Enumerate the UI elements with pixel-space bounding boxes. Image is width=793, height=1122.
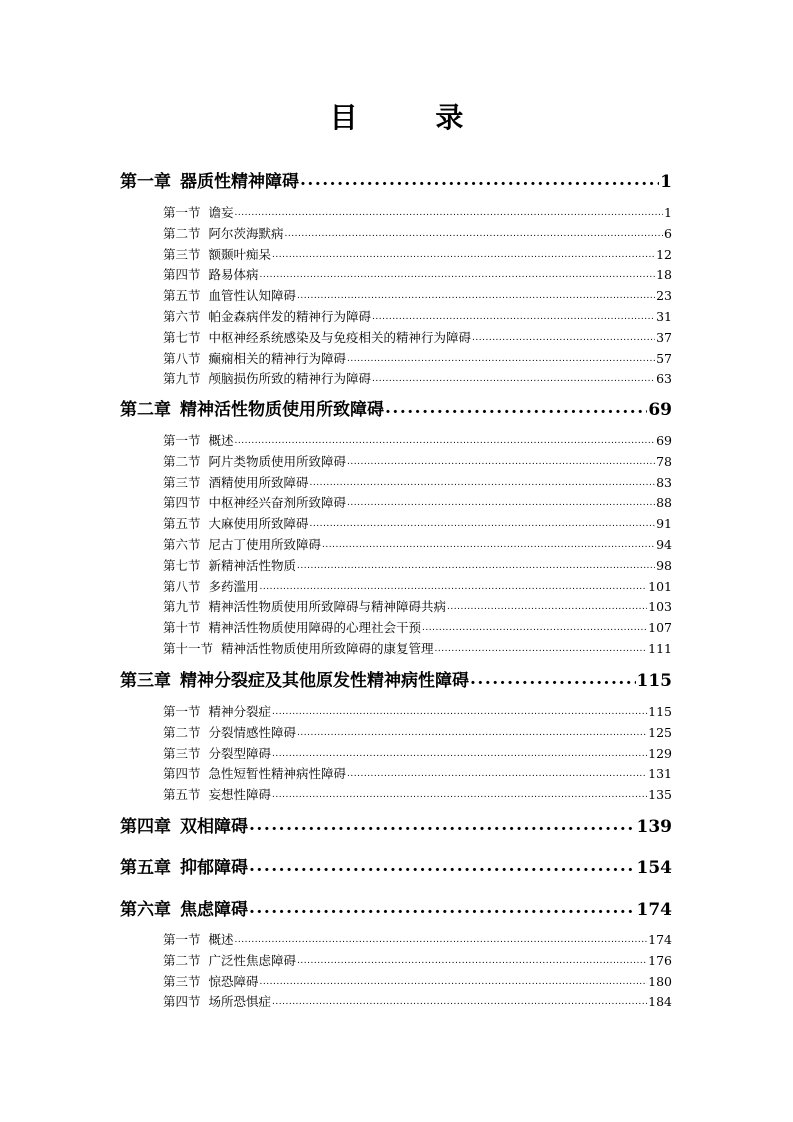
section-number: 第四节 xyxy=(163,994,201,1010)
dot-leader xyxy=(272,785,647,805)
chapter-number: 第四章 xyxy=(120,817,171,837)
section-number: 第二节 xyxy=(163,225,201,241)
toc-section-entry[interactable] xyxy=(163,764,672,784)
dot-leader xyxy=(297,286,655,306)
section-page-number: 180 xyxy=(648,973,672,989)
section-number: 第五节 xyxy=(163,516,201,532)
section-title: 酒精使用所致障碍 xyxy=(208,474,309,490)
dot-leader xyxy=(347,493,655,513)
section-page-number: 83 xyxy=(656,474,672,490)
section-page-number: 174 xyxy=(648,932,672,947)
section-title: 尼古丁使用所致障碍 xyxy=(208,537,322,552)
section-title: 阿片类物质使用所致障碍 xyxy=(208,453,347,469)
section-page-number: 101 xyxy=(648,578,672,594)
chapter-number: 第六章 xyxy=(120,900,171,920)
section-number: 第四节 xyxy=(163,766,201,782)
page-title: 目 录 xyxy=(329,101,498,134)
toc-chapter-entry[interactable] xyxy=(120,398,672,422)
dot-leader xyxy=(447,597,647,617)
section-page-number: 63 xyxy=(656,371,672,387)
section-page-number: 18 xyxy=(656,267,672,283)
toc-section-entry[interactable] xyxy=(163,972,672,992)
toc-section-entry[interactable] xyxy=(163,930,672,950)
section-title: 惊恐障碍 xyxy=(208,973,259,989)
toc-section-entry[interactable] xyxy=(163,951,672,971)
section-title: 中枢神经系统感染及与免疫相关的精神行为障碍 xyxy=(208,329,472,345)
toc-chapter-entry[interactable] xyxy=(120,669,672,693)
dot-leader xyxy=(249,856,636,878)
section-title: 血管性认知障碍 xyxy=(208,288,297,304)
section-title: 大麻使用所致障碍 xyxy=(208,516,309,532)
section-page-number: 37 xyxy=(656,329,672,345)
section-number: 第三节 xyxy=(163,246,201,262)
section-page-number: 135 xyxy=(648,787,672,803)
dot-leader xyxy=(372,307,655,327)
section-page-number: 115 xyxy=(648,704,672,719)
section-number: 第三节 xyxy=(163,745,201,761)
chapter-title: 精神分裂症及其他原发性精神病性障碍 xyxy=(180,671,469,691)
section-number: 第一节 xyxy=(163,704,201,719)
section-page-number: 94 xyxy=(656,537,672,552)
section-page-number: 184 xyxy=(648,994,672,1010)
section-page-number: 103 xyxy=(648,599,672,615)
section-page-number: 78 xyxy=(656,453,672,469)
dot-leader xyxy=(272,702,647,722)
toc-section-entry[interactable] xyxy=(163,618,672,638)
section-page-number: 1 xyxy=(664,205,672,220)
section-title: 颅脑损伤所致的精神行为障碍 xyxy=(208,371,372,387)
section-title: 妄想性障碍 xyxy=(208,787,272,803)
toc-section-entry[interactable] xyxy=(163,535,672,555)
chapter-number: 第二章 xyxy=(120,400,171,420)
section-number: 第一节 xyxy=(163,433,201,448)
dot-leader xyxy=(272,245,655,265)
toc-section-entry[interactable] xyxy=(163,577,672,597)
section-title: 分裂情感性障碍 xyxy=(208,724,297,740)
dot-leader xyxy=(297,723,647,743)
section-number: 第一节 xyxy=(163,205,201,220)
toc-section-entry[interactable] xyxy=(163,369,672,389)
dot-leader xyxy=(470,669,636,691)
section-title: 路易体病 xyxy=(208,267,259,283)
dot-leader xyxy=(272,744,647,764)
section-page-number: 12 xyxy=(656,246,672,262)
section-title: 概述 xyxy=(208,932,234,947)
section-title: 癫痫相关的精神行为障碍 xyxy=(208,350,347,366)
section-number: 第二节 xyxy=(163,952,201,968)
section-page-number: 111 xyxy=(648,641,672,656)
dot-leader xyxy=(472,328,655,348)
toc-section-entry[interactable] xyxy=(163,702,672,722)
section-page-number: 125 xyxy=(648,724,672,740)
section-number: 第三节 xyxy=(163,474,201,490)
chapter-number: 第一章 xyxy=(120,172,171,192)
chapter-number: 第三章 xyxy=(120,671,171,691)
section-number: 第七节 xyxy=(163,329,201,345)
dot-leader xyxy=(235,431,656,451)
section-number: 第八节 xyxy=(163,350,201,366)
dot-leader xyxy=(322,535,655,555)
section-number: 第一节 xyxy=(163,932,201,947)
dot-leader xyxy=(372,369,655,389)
section-number: 第九节 xyxy=(163,599,201,615)
chapter-page-number: 139 xyxy=(636,817,672,837)
dot-leader xyxy=(235,203,664,223)
toc-section-entry[interactable] xyxy=(163,493,672,513)
dot-leader xyxy=(385,398,647,420)
section-number: 第七节 xyxy=(163,557,201,573)
section-page-number: 129 xyxy=(648,745,672,761)
section-page-number: 176 xyxy=(648,952,672,968)
dot-leader xyxy=(435,639,648,659)
dot-leader xyxy=(297,951,647,971)
toc-section-entry[interactable] xyxy=(163,431,672,451)
toc-section-entry[interactable] xyxy=(163,286,672,306)
section-number: 第二节 xyxy=(163,453,201,469)
section-title: 场所恐惧症 xyxy=(208,994,272,1010)
section-page-number: 107 xyxy=(648,620,672,636)
section-title: 精神分裂症 xyxy=(208,704,272,719)
section-page-number: 88 xyxy=(656,495,672,511)
toc-chapter-entry[interactable] xyxy=(120,170,672,194)
section-number: 第八节 xyxy=(163,578,201,594)
toc-section-entry[interactable] xyxy=(163,452,672,472)
section-number: 第四节 xyxy=(163,267,201,283)
section-page-number: 31 xyxy=(656,309,672,324)
toc-section-entry[interactable] xyxy=(163,307,672,327)
section-page-number: 98 xyxy=(656,557,672,573)
dot-leader xyxy=(297,556,655,576)
dot-leader xyxy=(310,514,656,534)
toc-section-entry[interactable] xyxy=(163,349,672,369)
toc-section-entry[interactable] xyxy=(163,473,672,493)
toc-section-entry[interactable] xyxy=(163,265,672,285)
dot-leader xyxy=(260,972,648,992)
section-title: 分裂型障碍 xyxy=(208,745,272,761)
dot-leader xyxy=(422,618,647,638)
toc-section-entry[interactable] xyxy=(163,992,672,1012)
section-title: 中枢神经兴奋剂所致障碍 xyxy=(208,495,347,511)
toc-section-entry[interactable] xyxy=(163,245,672,265)
section-title: 精神活性物质使用障碍的心理社会干预 xyxy=(208,620,422,636)
toc-section-entry[interactable] xyxy=(163,639,672,659)
chapter-page-number: 69 xyxy=(648,400,672,420)
section-number: 第三节 xyxy=(163,973,201,989)
section-title: 精神活性物质使用所致障碍的康复管理 xyxy=(221,641,434,656)
toc-section-entry[interactable] xyxy=(163,556,672,576)
section-page-number: 91 xyxy=(656,516,672,532)
section-page-number: 57 xyxy=(656,350,672,366)
dot-leader xyxy=(260,265,656,285)
section-title: 谵妄 xyxy=(208,205,234,220)
chapter-page-number: 174 xyxy=(636,900,672,920)
section-number: 第五节 xyxy=(163,787,201,803)
section-number: 第六节 xyxy=(163,309,201,324)
dot-leader xyxy=(347,764,647,784)
toc-section-entry[interactable] xyxy=(163,203,672,223)
chapter-page-number: 1 xyxy=(660,172,672,192)
section-number: 第六节 xyxy=(163,537,201,552)
section-title: 广泛性焦虑障碍 xyxy=(208,952,297,968)
section-title: 概述 xyxy=(208,433,234,448)
dot-leader xyxy=(249,898,636,920)
chapter-title: 器质性精神障碍 xyxy=(180,172,299,192)
chapter-title: 抑郁障碍 xyxy=(180,858,248,878)
section-page-number: 6 xyxy=(664,225,672,241)
dot-leader xyxy=(285,224,664,244)
section-number: 第十一节 xyxy=(163,641,214,656)
dot-leader xyxy=(260,577,648,597)
section-title: 额颞叶痴呆 xyxy=(208,246,272,262)
section-page-number: 23 xyxy=(656,288,672,304)
section-title: 精神活性物质使用所致障碍与精神障碍共病 xyxy=(208,599,447,615)
toc-chapter-entry[interactable] xyxy=(120,898,672,922)
chapter-page-number: 154 xyxy=(636,858,672,878)
dot-leader xyxy=(300,170,659,192)
toc-chapter-entry[interactable] xyxy=(120,815,672,839)
toc-chapter-entry[interactable] xyxy=(120,856,672,880)
toc-section-entry[interactable] xyxy=(163,597,672,617)
dot-leader xyxy=(347,452,655,472)
section-page-number: 69 xyxy=(656,433,672,448)
section-page-number: 131 xyxy=(648,766,672,782)
toc-section-entry[interactable] xyxy=(163,224,672,244)
section-title: 帕金森病伴发的精神行为障碍 xyxy=(208,309,372,324)
section-number: 第五节 xyxy=(163,288,201,304)
section-number: 第二节 xyxy=(163,724,201,740)
section-title: 新精神活性物质 xyxy=(208,557,297,573)
section-number: 第十节 xyxy=(163,620,201,636)
dot-leader xyxy=(272,992,647,1012)
dot-leader xyxy=(235,930,648,950)
chapter-number: 第五章 xyxy=(120,858,171,878)
section-title: 急性短暂性精神病性障碍 xyxy=(208,766,347,782)
chapter-title: 焦虑障碍 xyxy=(180,900,248,920)
toc-section-entry[interactable] xyxy=(163,744,672,764)
toc-section-entry[interactable] xyxy=(163,785,672,805)
chapter-title: 双相障碍 xyxy=(180,817,248,837)
section-number: 第四节 xyxy=(163,495,201,511)
toc-section-entry[interactable] xyxy=(163,514,672,534)
section-title: 阿尔茨海默病 xyxy=(208,225,284,241)
section-number: 第九节 xyxy=(163,371,201,387)
toc-section-entry[interactable] xyxy=(163,328,672,348)
dot-leader xyxy=(310,473,656,493)
dot-leader xyxy=(249,815,636,837)
chapter-page-number: 115 xyxy=(636,671,672,691)
dot-leader xyxy=(347,349,655,369)
chapter-title: 精神活性物质使用所致障碍 xyxy=(180,400,384,420)
section-title: 多药滥用 xyxy=(208,578,259,594)
toc-section-entry[interactable] xyxy=(163,723,672,743)
